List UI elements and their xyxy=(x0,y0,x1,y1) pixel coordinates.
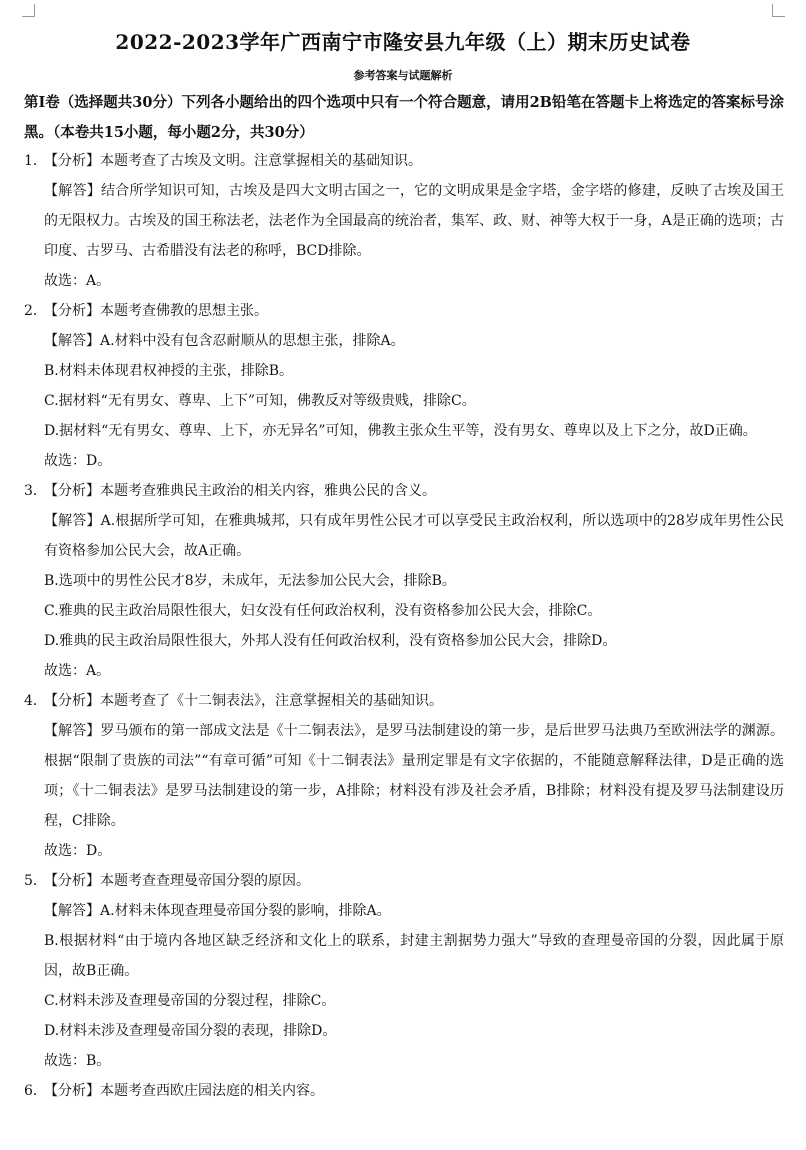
line-text: 【分析】本题考查了古埃及文明。注意掌握相关的基础知识。 xyxy=(44,153,422,169)
question-number: 4． xyxy=(24,693,47,709)
line-text: 【分析】本题考查雅典民主政治的相关内容，雅典公民的含义。 xyxy=(44,483,436,499)
text-line xyxy=(24,986,784,1016)
text-line xyxy=(24,686,784,716)
text-line xyxy=(24,596,784,626)
text-line xyxy=(24,656,784,686)
answer-body xyxy=(24,146,784,1106)
text-line xyxy=(24,1016,784,1046)
text-line xyxy=(24,326,784,356)
page-corner-mark-left xyxy=(22,4,35,17)
text-line xyxy=(24,506,784,566)
text-line xyxy=(24,1076,784,1106)
line-text: B.材料未体现君权神授的主张，排除B。 xyxy=(44,363,294,379)
text-line xyxy=(24,566,784,596)
question-number: 1． xyxy=(24,153,47,169)
line-text: C.据材料“无有男女、尊卑、上下”可知，佛教反对等级贵贱，排除C。 xyxy=(44,393,476,409)
text-line xyxy=(24,1046,784,1076)
line-text: 【分析】本题考查西欧庄园法庭的相关内容。 xyxy=(44,1083,324,1099)
document-title: 2022-2023学年广西南宁市隆安县九年级（上）期末历史试卷 xyxy=(115,30,691,54)
line-text: 故选：A。 xyxy=(44,663,111,679)
text-line xyxy=(24,356,784,386)
line-text: B.选项中的男性公民才8岁，未成年，无法参加公民大会，排除B。 xyxy=(44,573,456,589)
text-line xyxy=(24,446,784,476)
line-text: 故选：B。 xyxy=(44,1053,111,1069)
text-line xyxy=(24,416,784,446)
question-number: 6． xyxy=(24,1083,47,1099)
line-text: 【分析】本题考查佛教的思想主张。 xyxy=(44,303,268,319)
line-text: C.材料未涉及查理曼帝国的分裂过程，排除C。 xyxy=(44,993,336,1009)
line-text: D.据材料“无有男女、尊卑、上下，亦无异名”可知，佛教主张众生平等，没有男女、尊卑以及上下之分，故D正确。 xyxy=(44,423,757,439)
text-line xyxy=(24,866,784,896)
text-line xyxy=(24,926,784,986)
document-subtitle: 参考答案与试题解析 xyxy=(353,69,453,82)
text-line xyxy=(24,896,784,926)
line-text: 【分析】本题考查查理曼帝国分裂的原因。 xyxy=(44,873,310,889)
line-text: 故选：D。 xyxy=(44,453,112,469)
line-text: C.雅典的民主政治局限性很大，妇女没有任何政治权利，没有资格参加公民大会，排除C。 xyxy=(44,603,602,619)
line-text: 【解答】A.材料未体现查理曼帝国分裂的影响，排除A。 xyxy=(44,903,391,919)
line-text: 【分析】本题考查了《十二铜表法》，注意掌握相关的基础知识。 xyxy=(44,693,443,709)
line-text: 故选：A。 xyxy=(44,273,111,289)
text-line xyxy=(24,266,784,296)
text-line xyxy=(24,176,784,266)
text-line xyxy=(24,296,784,326)
page-corner-mark-right xyxy=(772,4,785,17)
text-line xyxy=(24,836,784,866)
line-text: 故选：D。 xyxy=(44,843,112,859)
line-text: 【解答】A.材料中没有包含忍耐顺从的思想主张，排除A。 xyxy=(44,333,405,349)
section-heading: 第Ⅰ卷（选择题共30分）下列各小题给出的四个选项中只有一个符合题意，请用2B铅笔在答题卡上将选定的答案标号涂黑。（本卷共15小题，每小题2分，共30分） xyxy=(24,94,784,141)
question-number: 3． xyxy=(24,483,47,499)
text-line xyxy=(24,476,784,506)
line-text: B.根据材料“由于境内各地区缺乏经济和文化上的联系，封建主割据势力强大”导致的查理曼帝国的分裂，因此属于原因，故B正确。 xyxy=(44,933,784,979)
question-number: 2． xyxy=(24,303,47,319)
text-line xyxy=(24,386,784,416)
line-text: 【解答】A.根据所学可知，在雅典城邦，只有成年男性公民才可以享受民主政治权利，所以选项中的28岁成年男性公民有资格参加公民大会，故A正确。 xyxy=(44,513,784,559)
line-text: D.材料未涉及查理曼帝国分裂的表现，排除D。 xyxy=(44,1023,337,1039)
line-text: D.雅典的民主政治局限性很大，外邦人没有任何政治权利，没有资格参加公民大会，排除D。 xyxy=(44,633,617,649)
text-line xyxy=(24,146,784,176)
question-number: 5． xyxy=(24,873,47,889)
text-line xyxy=(24,626,784,656)
text-line xyxy=(24,716,784,836)
line-text: 【解答】结合所学知识可知，古埃及是四大文明古国之一，它的文明成果是金字塔，金字塔的修建，反映了古埃及国王的无限权力。古埃及的国王称法老，法老作为全国最高的统治者，集军、政、财、神等大权于一身，A是正确的选项；古印度、古罗马、古希腊没有法老的称呼，BCD排除。 xyxy=(44,183,784,259)
line-text: 【解答】罗马颁布的第一部成文法是《十二铜表法》，是罗马法制建设的第一步，是后世罗马法典乃至欧洲法学的渊源。根据“限制了贵族的司法”“有章可循”可知《十二铜表法》量刑定罪是有文字依据的，不能随意解释法律，D是正确的选项；《十二铜表法》是罗马法制建设的第一步，A排除；材料没有涉及社会矛盾，B排除；材料没有提及罗马法制建设历程，C排除。 xyxy=(44,723,784,829)
